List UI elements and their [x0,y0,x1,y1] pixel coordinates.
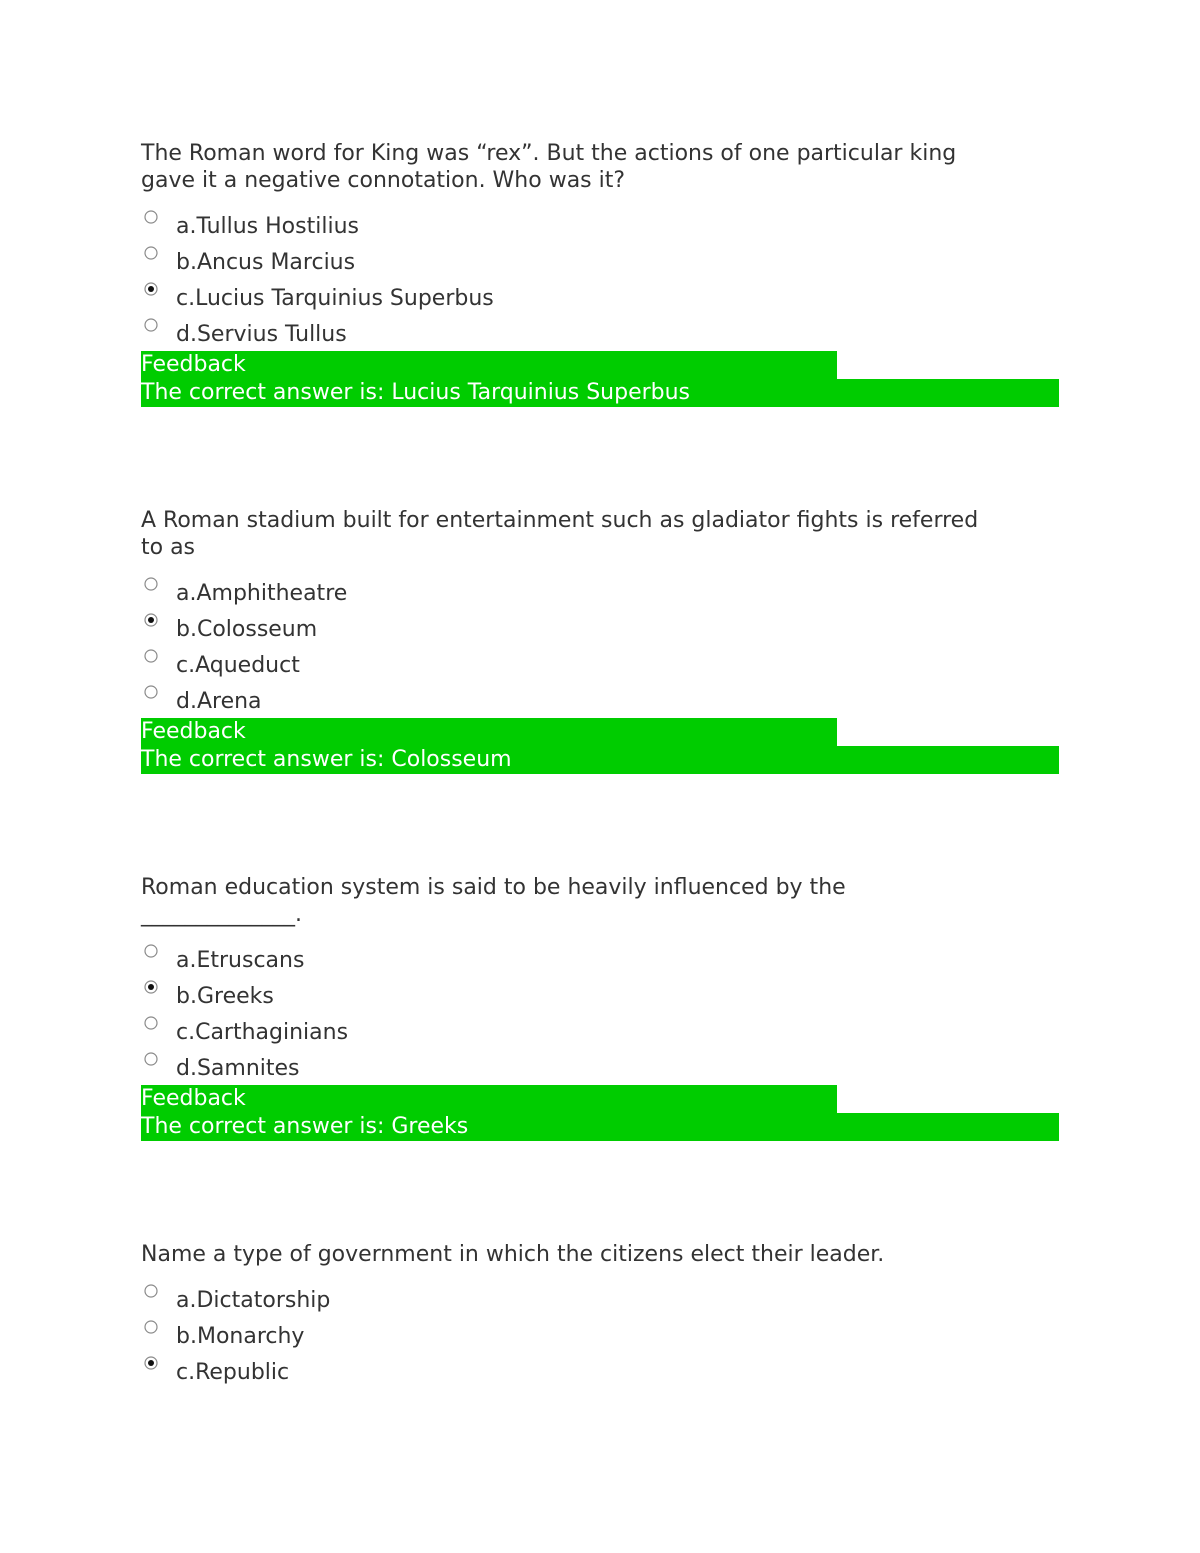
question-1 [141,140,1059,407]
answer-options [141,214,1059,365]
question-text-line-1: Roman education system is said to be heavily influenced by the [141,875,846,900]
feedback-title: Feedback [141,718,837,746]
radio-unselected-icon[interactable] [143,1051,157,1065]
answer-options [141,1288,1059,1403]
question-text [141,1241,1059,1268]
radio-unselected-icon[interactable] [143,1319,157,1333]
option-label: b.Greeks [176,984,274,1009]
option-label: a.Dictatorship [176,1288,331,1313]
radio-unselected-icon[interactable] [143,245,157,259]
answer-option-a[interactable] [141,948,1059,991]
radio-selected-icon[interactable] [143,281,157,295]
radio-unselected-icon[interactable] [143,1015,157,1029]
question-text-line-1: The Roman word for King was “rex”. But the actions of one particular king [141,141,957,166]
feedback-title: Feedback [141,351,837,379]
answer-options [141,948,1059,1099]
feedback-correct-answer: The correct answer is: Lucius Tarquinius Superbus [141,379,1059,407]
question-4 [141,1241,1059,1403]
answer-options [141,581,1059,732]
option-label: c.Carthaginians [176,1020,349,1045]
option-label: b.Colosseum [176,617,318,642]
answer-option-c[interactable] [141,1360,1059,1403]
radio-selected-icon[interactable] [143,1355,157,1369]
radio-unselected-icon[interactable] [143,943,157,957]
option-label: c.Republic [176,1360,290,1385]
feedback-correct-answer: The correct answer is: Colosseum [141,746,1059,774]
question-text [141,507,1059,561]
option-label: b.Monarchy [176,1324,305,1349]
question-text-line-1: A Roman stadium built for entertainment such as gladiator fights is referred [141,508,979,533]
answer-option-c[interactable] [141,653,1059,696]
question-3 [141,874,1059,1141]
option-label: a.Tullus Hostilius [176,214,359,239]
question-text-line-2: ______________. [141,902,302,927]
question-text [141,874,1059,928]
option-label: d.Samnites [176,1056,300,1081]
question-text [141,140,1059,194]
radio-unselected-icon[interactable] [143,1283,157,1297]
radio-unselected-icon[interactable] [143,576,157,590]
option-label: c.Aqueduct [176,653,300,678]
option-label: d.Servius Tullus [176,322,347,347]
option-label: a.Etruscans [176,948,305,973]
option-label: b.Ancus Marcius [176,250,356,275]
question-text-line-2: to as [141,535,196,560]
option-label: c.Lucius Tarquinius Superbus [176,286,494,311]
question-2 [141,507,1059,774]
feedback-correct-answer: The correct answer is: Greeks [141,1113,1059,1141]
option-label: d.Arena [176,689,262,714]
radio-unselected-icon[interactable] [143,648,157,662]
answer-option-d[interactable] [141,689,1059,732]
radio-unselected-icon[interactable] [143,684,157,698]
radio-unselected-icon[interactable] [143,317,157,331]
radio-selected-icon[interactable] [143,612,157,626]
radio-selected-icon[interactable] [143,979,157,993]
question-text-line-2: gave it a negative connotation. Who was it? [141,168,626,193]
quiz-review-page [141,140,1059,1385]
answer-option-d[interactable] [141,322,1059,365]
answer-option-d[interactable] [141,1056,1059,1099]
feedback-title: Feedback [141,1085,837,1113]
question-text-line-1: Name a type of government in which the citizens elect their leader. [141,1242,885,1267]
option-label: a.Amphitheatre [176,581,348,606]
radio-unselected-icon[interactable] [143,209,157,223]
